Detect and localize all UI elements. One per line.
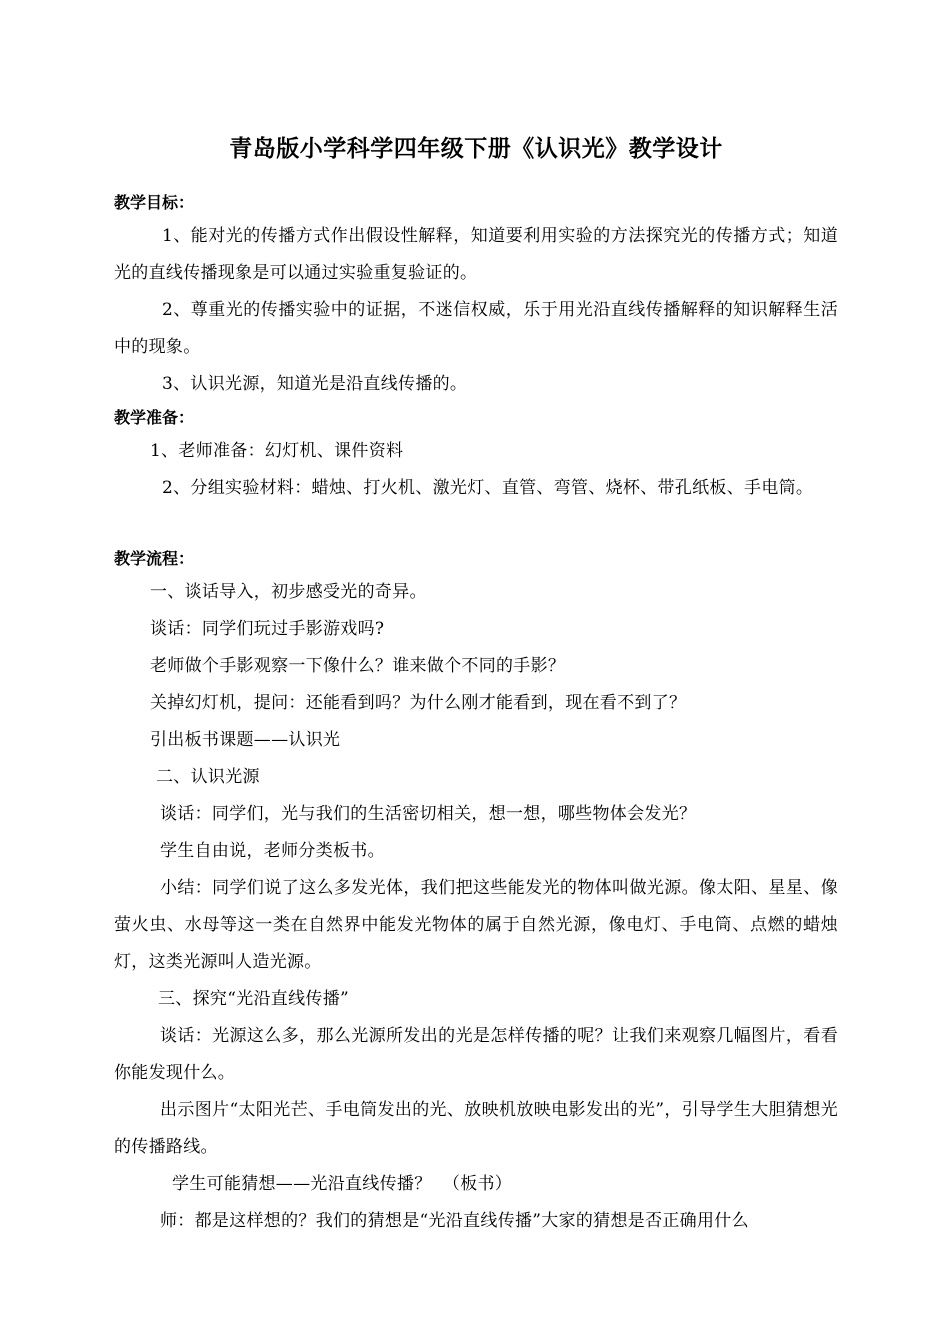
goal-item-3: 3、认识光源，知道光是沿直线传播的。: [162, 374, 468, 394]
process-line-5: 引出板书课题——认识光: [150, 730, 341, 750]
process-line-3: 老师做个手影观察一下像什么？谁来做个不同的手影？: [150, 656, 566, 676]
goal-item-1: 1、能对光的传播方式作出假设性解释，知道要利用实验的方法探究光的传播方式；知道光的直线传播现象是可以通过实验重复验证的。: [114, 226, 838, 283]
process-line-13: 学生可能猜想——光沿直线传播？ （板书）: [172, 1174, 513, 1194]
document-page: [114, 132, 838, 1240]
process-line-7: 谈话：同学们，光与我们的生活密切相关，想一想，哪些物体会发光？: [160, 804, 697, 824]
process-line-4: 关掉幻灯机，提问：还能看到吗？为什么刚才能看到，现在看不到了？: [150, 693, 687, 713]
process-line-8: 学生自由说，老师分类板书。: [160, 841, 385, 861]
process-line-9: 小结：同学们说了这么多发光体，我们把这些能发光的物体叫做光源。像太阳、星星、像萤火虫、水母等这一类在自然界中能发光物体的属于自然光源，像电灯、手电筒、点燃的蜡烛灯，这类光源叫人造光源。: [114, 878, 838, 972]
process-line-14: 师：都是这样想的？我们的猜想是“光沿直线传播”大家的猜想是否正确用什么: [160, 1211, 749, 1231]
section-heading-preparation: 教学准备：: [114, 408, 195, 427]
process-line-11: 谈话：光源这么多，那么光源所发出的光是怎样传播的呢？让我们来观察几幅图片，看看你能发现什么。: [114, 1026, 838, 1083]
section-heading-goals: 教学目标：: [114, 193, 195, 212]
preparation-item-2: 2、分组实验材料：蜡烛、打火机、激光灯、直管、弯管、烧杯、带孔纸板、手电筒。: [162, 478, 814, 498]
process-line-12: 出示图片“太阳光芒、手电筒发出的光、放映机放映电影发出的光”，引导学生大胆猜想光的传播路线。: [114, 1100, 838, 1157]
goal-item-2: 2、尊重光的传播实验中的证据，不迷信权威，乐于用光沿直线传播解释的知识解释生活中的现象。: [114, 300, 838, 357]
process-line-6: 二、认识光源: [156, 767, 260, 787]
section-heading-process: 教学流程：: [114, 549, 195, 568]
process-line-1: 一、谈话导入，初步感受光的奇异。: [150, 582, 427, 602]
document-title: 青岛版小学科学四年级下册《认识光》教学设计: [229, 136, 723, 162]
process-line-2: 谈话：同学们玩过手影游戏吗?: [150, 619, 385, 639]
preparation-item-1: 1、老师准备：幻灯机、课件资料: [150, 441, 404, 461]
process-line-10: 三、探究“光沿直线传播”: [158, 989, 349, 1009]
